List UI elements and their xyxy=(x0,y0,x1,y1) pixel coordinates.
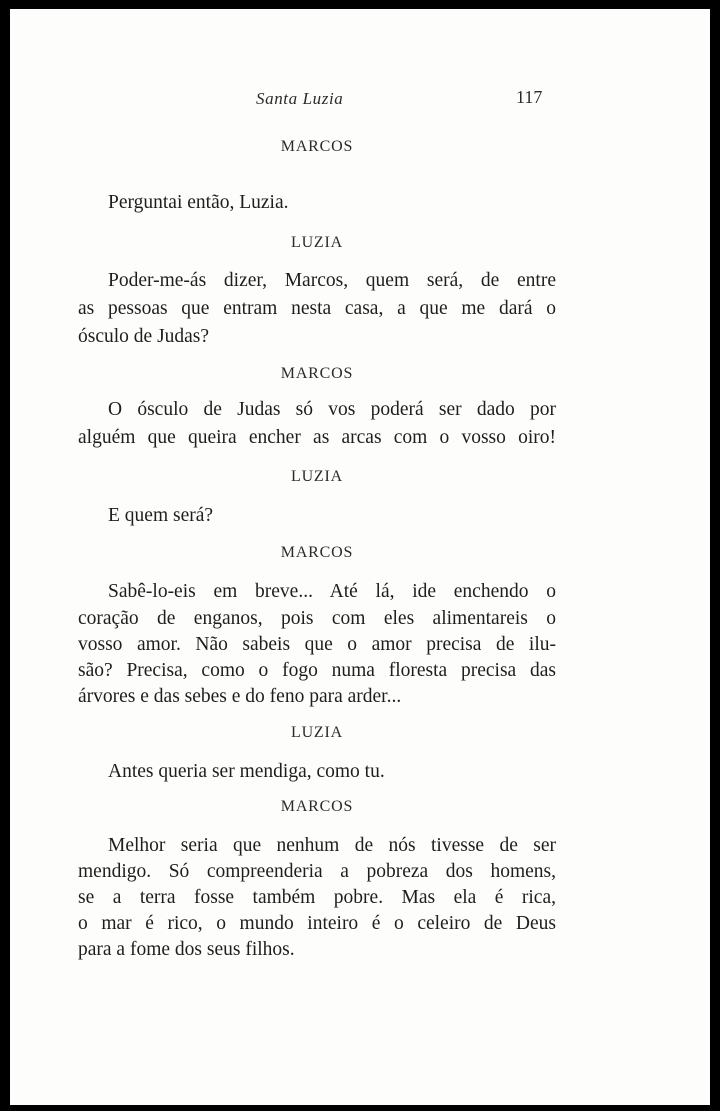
dialogue-line: Melhor seria que nenhum de nós tivesse de ser xyxy=(108,835,556,856)
dialogue-line: o mar é rico, o mundo inteiro é o celeiro de Deus xyxy=(78,913,556,934)
running-title: Santa Luzia xyxy=(256,89,344,108)
dialogue-line: Poder-me-ás dizer, Marcos, quem será, de entre xyxy=(108,270,556,291)
dialogue-line: árvores e das sebes e do feno para arder... xyxy=(78,686,402,707)
dialogue-line: Perguntai então, Luzia. xyxy=(108,192,289,213)
dialogue-line: vosso amor. Não sabeis que o amor precisa de ilu- xyxy=(78,634,556,655)
speaker-name: MARCOS xyxy=(280,544,354,561)
dialogue-line: E quem será? xyxy=(108,505,214,526)
dialogue-line: ósculo de Judas? xyxy=(78,326,210,347)
dialogue-line: se a terra fosse também pobre. Mas ela é rica, xyxy=(78,887,556,908)
dialogue-line: mendigo. Só compreenderia a pobreza dos homens, xyxy=(78,861,556,882)
speaker-name: LUZIA xyxy=(291,468,343,485)
dialogue-line: Antes queria ser mendiga, como tu. xyxy=(108,761,385,782)
speaker-name: MARCOS xyxy=(280,798,354,815)
dialogue-line: coração de enganos, pois com eles alimentareis o xyxy=(78,608,556,629)
dialogue-line: são? Precisa, como o fogo numa floresta precisa das xyxy=(78,660,556,681)
dialogue-line: as pessoas que entram nesta casa, a que me dará o xyxy=(78,298,556,319)
speaker-name: LUZIA xyxy=(291,724,343,741)
dialogue-line: para a fome dos seus filhos. xyxy=(78,939,295,960)
dialogue-line: alguém que queira encher as arcas com o vosso oiro! xyxy=(78,427,556,448)
dialogue-line: O ósculo de Judas só vos poderá ser dado por xyxy=(108,399,556,420)
dialogue-line: Sabê-lo-eis em breve... Até lá, ide enchendo o xyxy=(108,581,556,602)
speaker-name: MARCOS xyxy=(280,138,354,155)
speaker-name: MARCOS xyxy=(280,365,354,382)
page-number: 117 xyxy=(516,87,543,107)
speaker-name: LUZIA xyxy=(291,234,343,251)
